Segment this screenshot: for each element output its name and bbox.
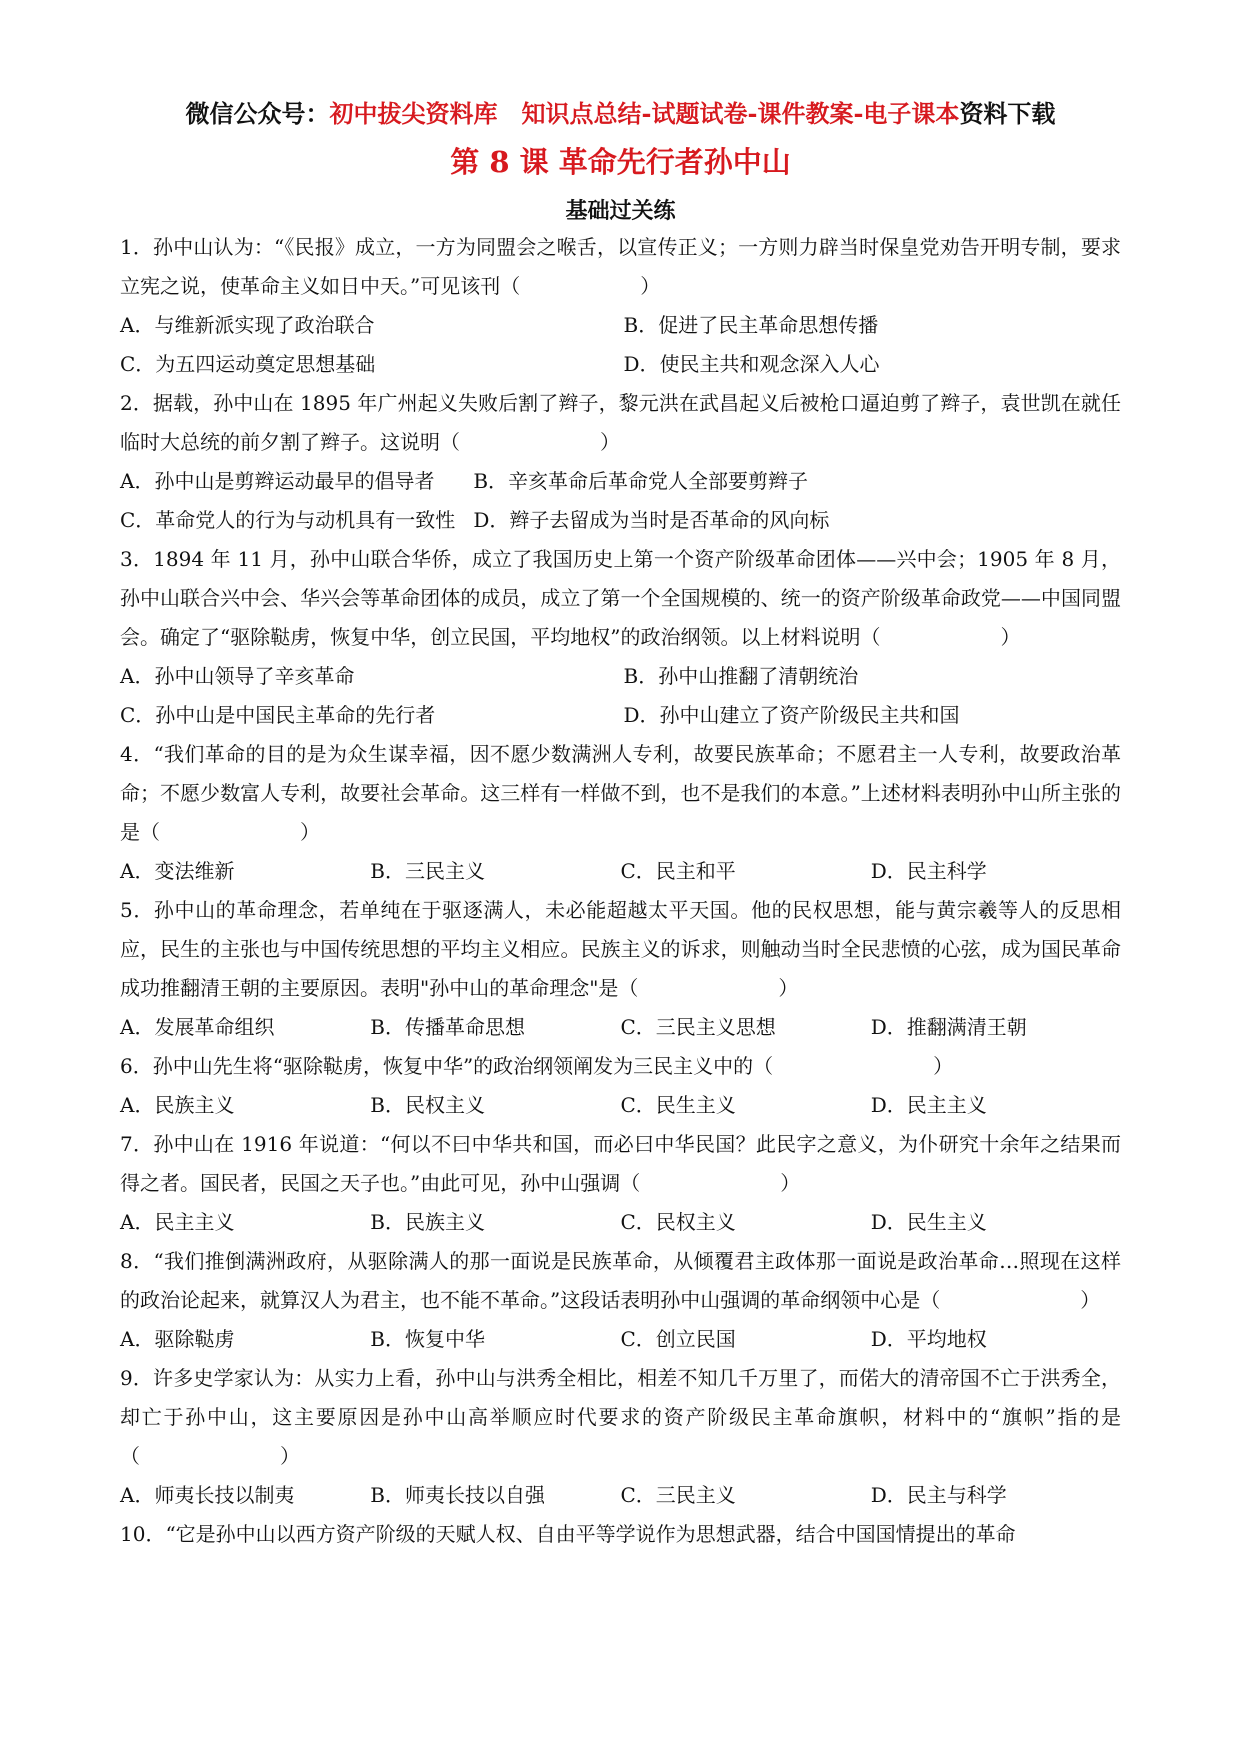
- question-stem: 2．据载，孙中山在 1895 年广州起义失败后割了辫子，黎元洪在武昌起义后被枪口逼迫剪了辫子，袁世凯在就任临时大总统的前夕割了辫子。这说明（ ）: [120, 391, 1121, 454]
- question-7: [120, 1125, 1121, 1242]
- option-group: [120, 1008, 1121, 1047]
- question-stem: 6．孙中山先生将“驱除鞑虏，恢复中华”的政治纲领阐发为三民主义中的（ ）: [120, 1054, 954, 1078]
- option-d: D．民主科学: [870, 859, 987, 883]
- question-stem: 3．1894 年 11 月，孙中山联合华侨，成立了我国历史上第一个资产阶级革命团体——兴中会；1905 年 8 月，孙中山联合兴中会、华兴会等革命团体的成员，成立了第一个全国规模的、统一的资产阶级革命政党——中国同盟会。确定了“驱除鞑虏，恢复中华，创立民国，平均地权”的政治纲领。以上材料说明（ ）: [120, 547, 1121, 649]
- option-d: D．辫子去留成为当时是否革命的风向标: [473, 508, 830, 532]
- option-b: B．民族主义: [370, 1210, 485, 1234]
- question-stem: 5．孙中山的革命理念，若单纯在于驱逐满人，未必能超越太平天国。他的民权思想，能与黄宗羲等人的反思相应，民生的主张也与中国传统思想的平均主义相应。民族主义的诉求，则触动当时全民悲愤的心弦，成为国民革命成功推翻清王朝的主要原因。表明"孙中山的革命理念"是（ ）: [120, 898, 1121, 1000]
- question-9: [120, 1359, 1121, 1515]
- question-stem: 9．许多史学家认为：从实力上看，孙中山与洪秀全相比，相差不知几千万里了，而偌大的清帝国不亡于洪秀全，却亡于孙中山，这主要原因是孙中山高举顺应时代要求的资产阶级民主革命旗帜，材料中的“旗帜”指的是（ ）: [120, 1366, 1121, 1468]
- option-b: B．民权主义: [370, 1093, 485, 1117]
- question-list: [120, 228, 1121, 1554]
- option-b: B．恢复中华: [370, 1327, 485, 1351]
- option-c: C．民主和平: [620, 859, 736, 883]
- option-group: [120, 306, 1121, 384]
- option-a: A．发展革命组织: [120, 1015, 275, 1039]
- option-b: B．辛亥革命后革命党人全部要剪辫子: [473, 469, 809, 493]
- question-stem: 7．孙中山在 1916 年说道：“何以不曰中华共和国，而必曰中华民国？此民字之意义，为仆研究十余年之结果而得之者。国民者，民国之天子也。”由此可见，孙中山强调（ ）: [120, 1132, 1121, 1195]
- section-title: 基础过关练: [565, 198, 676, 224]
- question-8: [120, 1242, 1121, 1359]
- option-d: D．民主与科学: [870, 1483, 1007, 1507]
- question-stem: 10．“它是孙中山以西方资产阶级的天赋人权、自由平等学说作为思想武器，结合中国国情提出的革命: [120, 1522, 1016, 1546]
- lesson-title: 第 8 课 革命先行者孙中山: [450, 145, 791, 179]
- question-2: [120, 384, 1121, 540]
- question-stem: 8．“我们推倒满洲政府，从驱除满人的那一面说是民族革命，从倾覆君主政体那一面说是政治革命…照现在这样的政治论起来，就算汉人为君主，也不能不革命。”这段话表明孙中山强调的革命纲领中心是（ ）: [120, 1249, 1121, 1312]
- option-c: C．三民主义思想: [620, 1015, 776, 1039]
- option-b: B．师夷长技以自强: [370, 1483, 545, 1507]
- option-c: C．民生主义: [620, 1093, 736, 1117]
- option-a: A．变法维新: [120, 859, 235, 883]
- option-d: D．孙中山建立了资产阶级民主共和国: [623, 703, 960, 727]
- question-stem: 4．“我们革命的目的是为众生谋幸福，因不愿少数满洲人专利，故要民族革命；不愿君主一人专利，故要政治革命；不愿少数富人专利，故要社会革命。这三样有一样做不到，也不是我们的本意。”上述材料表明孙中山所主张的是（ ）: [120, 742, 1121, 844]
- option-group: [120, 1320, 1121, 1359]
- header-prefix: 微信公众号：: [185, 99, 330, 128]
- question-3: [120, 540, 1121, 735]
- option-c: C．民权主义: [620, 1210, 736, 1234]
- option-a: A．师夷长技以制夷: [120, 1483, 295, 1507]
- option-c: C．三民主义: [620, 1483, 736, 1507]
- option-a: A．与维新派实现了政治联合: [120, 313, 375, 337]
- option-group: [120, 1476, 1121, 1515]
- option-group: [120, 657, 1121, 735]
- option-c: C．孙中山是中国民主革命的先行者: [120, 703, 436, 727]
- option-d: D．推翻满清王朝: [870, 1015, 1027, 1039]
- option-c: C．革命党人的行为与动机具有一致性: [120, 508, 456, 532]
- question-5: [120, 891, 1121, 1047]
- option-a: A．民族主义: [120, 1093, 235, 1117]
- option-b: B．促进了民主革命思想传播: [623, 313, 879, 337]
- question-10: [120, 1515, 1121, 1554]
- question-1: [120, 228, 1121, 384]
- option-group: [120, 852, 1121, 891]
- question-6: [120, 1047, 1121, 1125]
- option-c: C．创立民国: [620, 1327, 736, 1351]
- option-b: B．传播革命思想: [370, 1015, 525, 1039]
- header-banner: [0, 94, 1241, 129]
- option-c: C．为五四运动奠定思想基础: [120, 352, 376, 376]
- question-4: [120, 735, 1121, 891]
- option-group: [120, 462, 1121, 540]
- option-a: A．孙中山是剪辫运动最早的倡导者: [120, 469, 435, 493]
- option-a: A．孙中山领导了辛亥革命: [120, 664, 355, 688]
- option-group: [120, 1086, 1121, 1125]
- option-b: B．三民主义: [370, 859, 485, 883]
- option-d: D．民生主义: [870, 1210, 987, 1234]
- header-suffix: 资料下载: [959, 99, 1056, 128]
- option-group: [120, 1203, 1121, 1242]
- option-d: D．平均地权: [870, 1327, 987, 1351]
- question-stem: 1．孙中山认为：“《民报》成立，一方为同盟会之喉舌，以宣传正义；一方则力辟当时保皇党劝告开明专制，要求立宪之说，使革命主义如日中天。”可见该刊（ ）: [120, 235, 1121, 298]
- header-red-text: 初中拔尖资料库 知识点总结-试题试卷-课件教案-电子课本: [329, 99, 960, 128]
- option-d: D．使民主共和观念深入人心: [623, 352, 880, 376]
- option-d: D．民主主义: [870, 1093, 987, 1117]
- option-b: B．孙中山推翻了清朝统治: [623, 664, 859, 688]
- option-a: A．民主主义: [120, 1210, 235, 1234]
- option-a: A．驱除鞑虏: [120, 1327, 235, 1351]
